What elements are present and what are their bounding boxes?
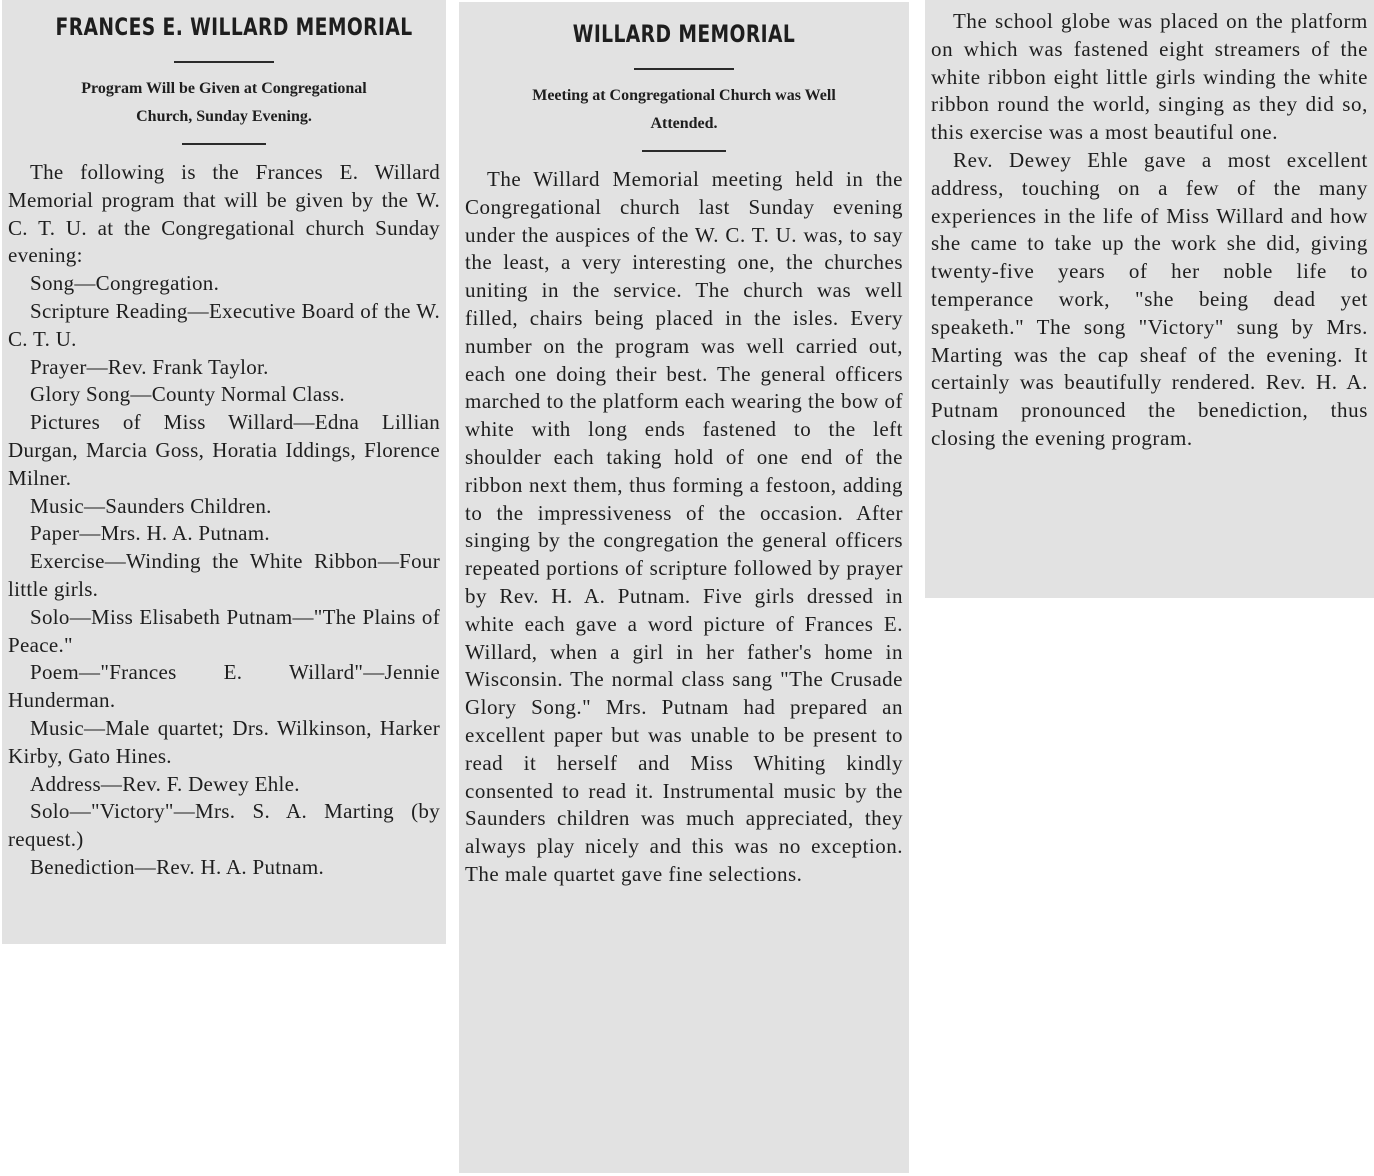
continuation-paragraph-1: The school globe was placed on the platform on which was fastened eight streamers of the white ribbon eight little girls winding the white ribbon round the world, singing as they did so, this exercise was a most beautiful one. [931,9,1368,145]
program-item: Exercise—Winding the White Ribbon—Four little girls. [8,549,440,601]
program-item: Music—Male quartet; Drs. Wilkinson, Harker Kirby, Gato Hines. [8,715,440,768]
report-headline: WILLARD MEMORIAL [572,20,796,48]
report-subhead-line-2: Attended. [650,115,718,132]
subhead-rule [642,150,726,152]
program-item: Benediction—Rev. H. A. Putnam. [30,854,325,879]
program-headline: FRANCES E. WILLARD MEMORIAL [55,13,413,41]
program-item: Music—Saunders Children. [30,493,272,518]
program-item: Solo—Miss Elisabeth Putnam—"The Plains of Peace." [8,604,440,657]
continuation-body [931,8,1368,453]
subhead-rule [182,143,266,145]
program-item: Address—Rev. F. Dewey Ehle. [30,771,300,796]
program-article-clipping [2,0,446,944]
program-list [8,270,440,882]
program-item: Prayer—Rev. Frank Taylor. [30,354,269,379]
report-paragraph: The Willard Memorial meeting held in the Congregational church last Sunday evening under the auspices of the W. C. T. U. was, to say the least, a very interesting one, the churches uniting in the service. The church was well filled, chairs being placed in the isles. Every number on the program was well carried out, each one doing their best. The general officers marched to the platform each wearing the bow of white with long ends fastened to the left shoulder each taking hold of one end of the ribbon next them, thus forming a festoon, adding to the impressiveness of the occasion. After singing by the congregation the general officers repeated portions of scripture followed by prayer by Rev. H. A. Putnam. Five girls dressed in white each gave a word picture of Frances E. Willard, when a girl in her father's home in Wisconsin. The normal class sang "The Crusade Glory Song." Mrs. Putnam had prepared an excellent paper but was unable to be present to read it herself and Miss Whiting kindly consented to read it. Instrumental music by the Saunders children was much appreciated, they always play nicely and this was no exception. The male quartet gave fine selections. [465,167,903,886]
program-subhead-line-2: Church, Sunday Evening. [136,108,312,125]
program-body [8,159,440,882]
program-item: Solo—"Victory"—Mrs. S. A. Marting (by request.) [8,799,440,852]
continuation-paragraph-2: Rev. Dewey Ehle gave a most excellent address, touching on a few of the many experiences in the life of Miss Willard and how she came to take up the work she did, giving twenty-five years of her noble life to temperance work, "she being dead yet speaketh." The song "Victory" sung by Mrs. Marting was the cap sheaf of the evening. It certainly was beautifully rendered. Rev. H. A. Putnam pronounced the benediction, thus closing the evening program. [931,147,1368,450]
program-intro: The following is the Frances E. Willard Memorial program that will be given by the W. C. T. U. at the Congregational church Sunday evening: [8,160,440,268]
program-item: Poem—"Frances E. Willard"—Jennie Hunderman. [8,660,440,713]
program-item: Song—Congregation. [30,271,220,296]
program-subhead-line-1: Program Will be Given at Congregational [81,80,367,97]
report-body [465,166,903,889]
report-continuation-clipping [925,0,1374,598]
program-item: Scripture Reading—Executive Board of the W. C. T. U. [8,298,440,351]
report-subhead-line-1: Meeting at Congregational Church was Well [532,87,836,104]
program-item: Pictures of Miss Willard—Edna Lillian Durgan, Marcia Goss, Horatia Iddings, Florence Milner. [8,410,440,490]
meeting-report-clipping [459,2,909,1173]
program-item: Paper—Mrs. H. A. Putnam. [30,521,270,546]
program-item: Glory Song—County Normal Class. [30,382,345,407]
